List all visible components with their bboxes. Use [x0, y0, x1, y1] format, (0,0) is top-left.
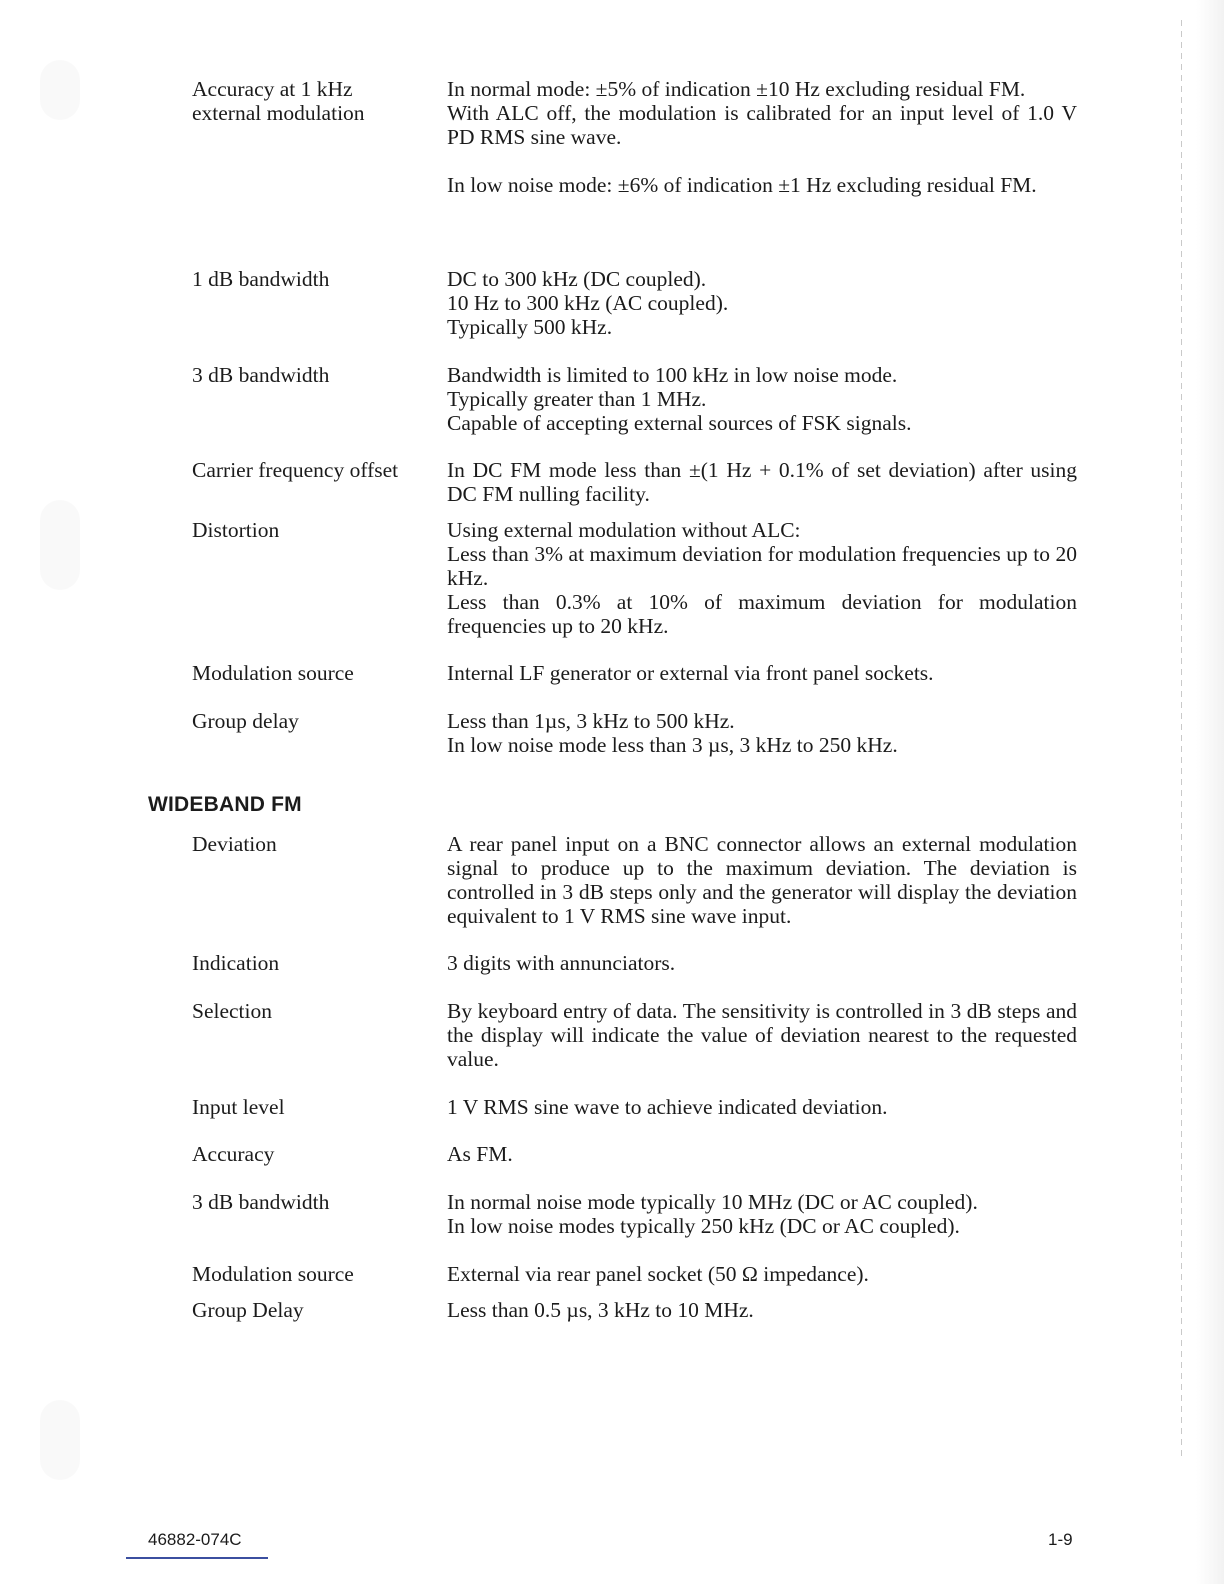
section-heading: WIDEBAND FM [148, 793, 302, 816]
spec-text: In normal noise mode typically 10 MHz (DC or AC coupled). [447, 1190, 978, 1214]
spec-label: Group delay [192, 709, 299, 733]
spec-value [447, 951, 1077, 975]
spec-text: Less than 0.5 µs, 3 kHz to 10 MHz. [447, 1298, 754, 1322]
spec-text: 1 V RMS sine wave to achieve indicated deviation. [447, 1095, 888, 1119]
spec-label: 1 dB bandwidth [192, 267, 330, 291]
spec-text: Less than 3% at maximum deviation for modulation frequencies up to 20 kHz. [447, 542, 1077, 590]
spec-label: Indication [192, 951, 280, 975]
spec-label: Accuracy at 1 kHz external modulation [192, 77, 365, 125]
document-number: 46882-074C [148, 1530, 242, 1549]
spec-value [447, 1095, 1077, 1119]
scan-mark [40, 500, 80, 590]
spec-value [447, 77, 1077, 197]
spec-value [447, 1262, 1077, 1286]
spec-text: DC to 300 kHz (DC coupled). [447, 267, 707, 291]
spec-value [447, 832, 1077, 928]
spec-text: Less than 0.3% at 10% of maximum deviation for modulation frequencies up to 20 kHz. [447, 590, 1077, 638]
spec-text: Bandwidth is limited to 100 kHz in low noise mode. [447, 363, 898, 387]
scan-edge-shade [1196, 0, 1224, 1584]
spec-value [447, 363, 1077, 435]
spec-text: Typically greater than 1 MHz. [447, 387, 707, 411]
spec-label: Carrier frequency offset [192, 458, 399, 482]
spec-label: Group Delay [192, 1298, 304, 1322]
spec-value [447, 661, 1077, 685]
spec-text: 10 Hz to 300 kHz (AC coupled). [447, 291, 729, 315]
spec-text: In DC FM mode less than ±(1 Hz + 0.1% of set deviation) after using DC FM nulling facility. [447, 458, 1077, 506]
spec-label: Input level [192, 1095, 285, 1119]
spec-label: Modulation source [192, 1262, 354, 1286]
spec-text: Typically 500 kHz. [447, 315, 613, 339]
spec-text: A rear panel input on a BNC connector allows an external modulation signal to produce up to the maximum deviation. The deviation is controlled in 3 dB steps only and the generator will display the deviation equivalent to 1 V RMS sine wave input. [447, 832, 1077, 928]
spec-text: In low noise mode less than 3 µs, 3 kHz to 250 kHz. [447, 733, 898, 757]
scan-mark [40, 1400, 80, 1480]
spec-label: Deviation [192, 832, 277, 856]
spec-label: 3 dB bandwidth [192, 1190, 330, 1214]
spec-text: Less than 1µs, 3 kHz to 500 kHz. [447, 709, 735, 733]
spec-text: With ALC off, the modulation is calibrated for an input level of 1.0 V PD RMS sine wave. [447, 101, 1077, 149]
scan-underline-mark [126, 1557, 268, 1559]
spec-value [447, 1142, 1077, 1166]
spec-text: Capable of accepting external sources of FSK signals. [447, 411, 912, 435]
spec-label: Accuracy [192, 1142, 275, 1166]
spec-text: In low noise modes typically 250 kHz (DC or AC coupled). [447, 1214, 960, 1238]
spec-label: 3 dB bandwidth [192, 363, 330, 387]
spec-label: Modulation source [192, 661, 354, 685]
spec-value [447, 999, 1077, 1071]
scan-edge-line [1181, 20, 1182, 1460]
page-number: 1-9 [1048, 1530, 1073, 1549]
spec-label: Selection [192, 999, 273, 1023]
spec-text: In low noise mode: ±6% of indication ±1 Hz excluding residual FM. [447, 173, 1037, 197]
spec-value [447, 1298, 1077, 1322]
spec-value [447, 709, 1077, 757]
spec-text: Using external modulation without ALC: [447, 518, 801, 542]
spec-value [447, 1190, 1077, 1238]
spec-text: 3 digits with annunciators. [447, 951, 676, 975]
spec-text: By keyboard entry of data. The sensitivity is controlled in 3 dB steps and the display will indicate the value of deviation nearest to the requested value. [447, 999, 1077, 1071]
spec-value [447, 518, 1077, 638]
spec-text: External via rear panel socket (50 Ω impedance). [447, 1262, 869, 1286]
spec-label: Distortion [192, 518, 280, 542]
spec-value [447, 458, 1077, 506]
spec-text: In normal mode: ±5% of indication ±10 Hz excluding residual FM. [447, 77, 1026, 101]
spec-text: Internal LF generator or external via front panel sockets. [447, 661, 934, 685]
spec-value [447, 267, 1077, 339]
scan-mark [40, 60, 80, 120]
spec-text: As FM. [447, 1142, 513, 1166]
